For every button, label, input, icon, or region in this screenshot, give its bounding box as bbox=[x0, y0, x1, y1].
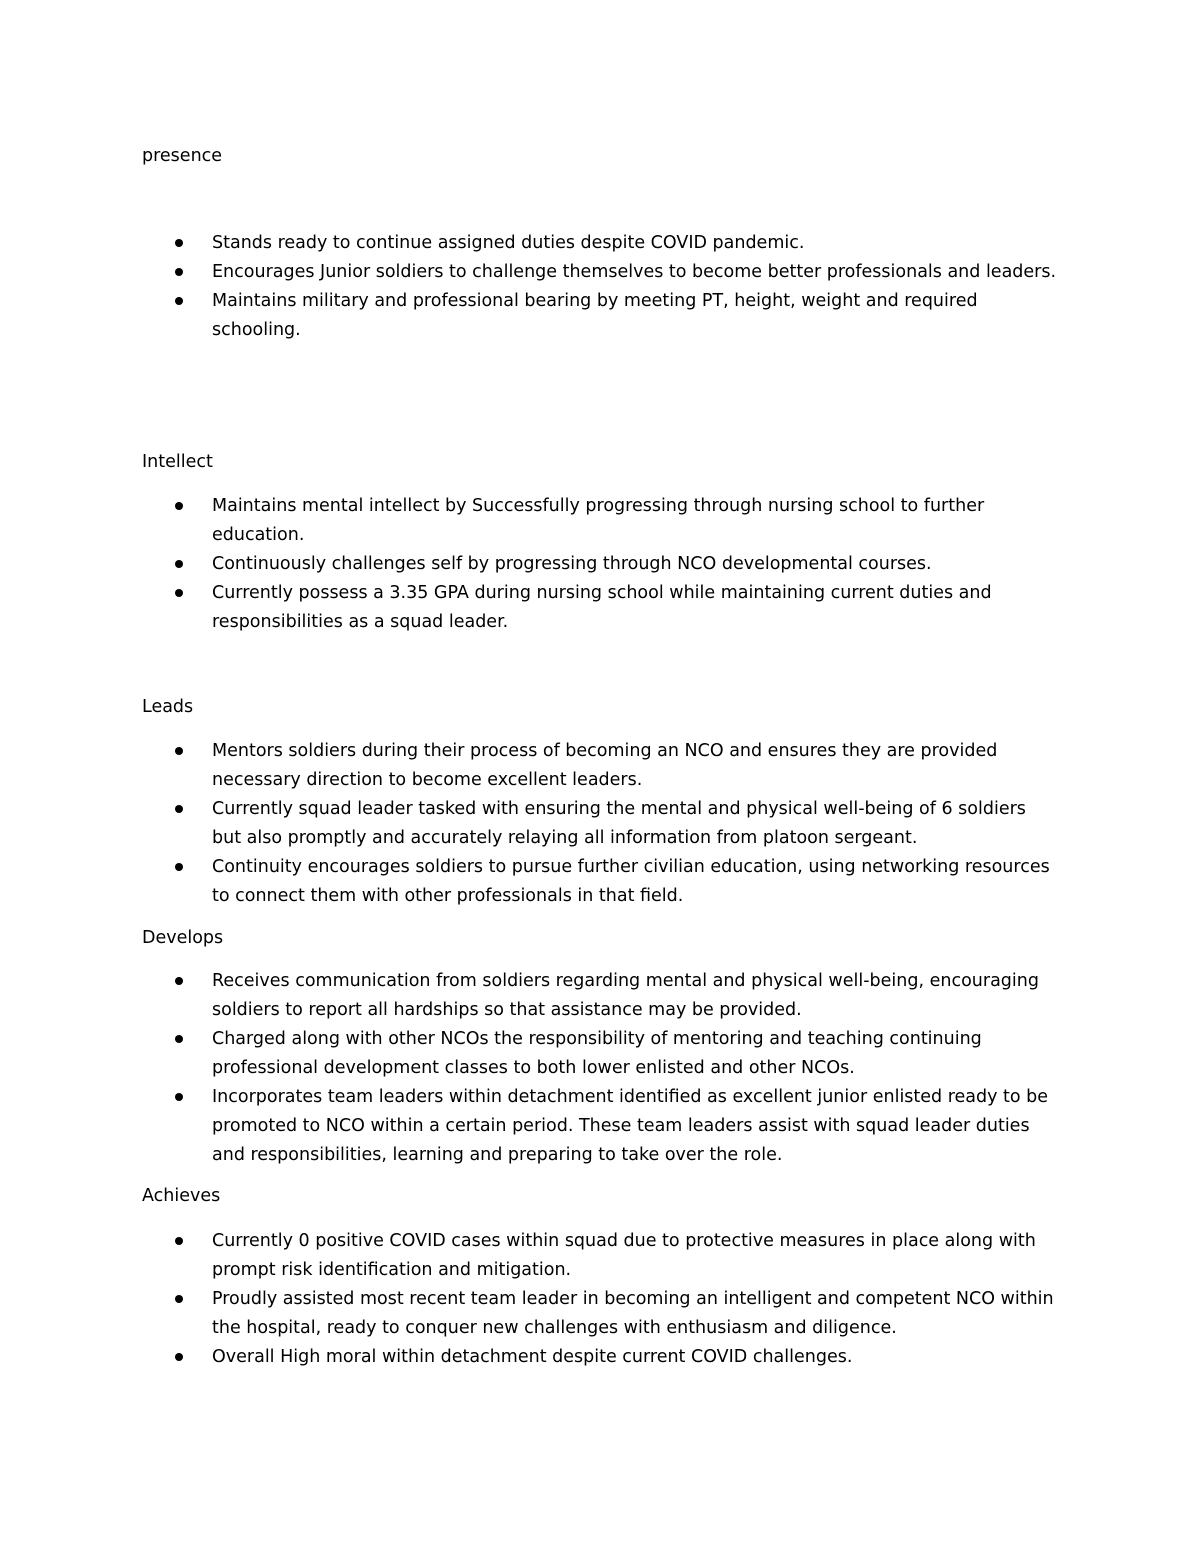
list-item-text: Continuously challenges self by progressing through NCO developmental courses. bbox=[212, 554, 932, 574]
bullet-icon bbox=[175, 1093, 183, 1101]
section-heading-leads: Leads bbox=[142, 697, 194, 717]
list-item bbox=[142, 967, 1057, 1025]
bullet-icon bbox=[175, 1353, 183, 1361]
bullet-icon bbox=[175, 1295, 183, 1303]
bullet-icon bbox=[175, 589, 183, 597]
list-item bbox=[142, 579, 1057, 637]
list-item bbox=[142, 853, 1057, 911]
list-item-text: Overall High moral within detachment despite current COVID challenges. bbox=[212, 1347, 853, 1367]
section-heading-presence: presence bbox=[142, 146, 223, 166]
list-item bbox=[142, 795, 1057, 853]
list-item bbox=[142, 287, 1057, 345]
bullet-icon bbox=[175, 1237, 183, 1245]
list-item bbox=[142, 492, 1057, 550]
bullet-list-develops bbox=[142, 967, 1057, 1170]
section-heading-intellect: Intellect bbox=[142, 452, 213, 472]
bullet-icon bbox=[175, 863, 183, 871]
list-item-text: Mentors soldiers during their process of becoming an NCO and ensures they are provided necessary direction to become excellent leaders. bbox=[212, 741, 998, 790]
list-item-text: Continuity encourages soldiers to pursue further civilian education, using networking resources to connect them with other professionals in that field. bbox=[212, 857, 1050, 906]
list-item-text: Incorporates team leaders within detachment identified as excellent junior enlisted ready to be promoted to NCO within a certain period. These team leaders assist with squad leader duties and responsibilities, learning and preparing to take over the role. bbox=[212, 1087, 1049, 1165]
list-item-text: Currently 0 positive COVID cases within squad due to protective measures in place along with prompt risk identification and mitigation. bbox=[212, 1231, 1036, 1280]
bullet-icon bbox=[175, 805, 183, 813]
bullet-icon bbox=[175, 268, 183, 276]
list-item-text: Stands ready to continue assigned duties despite COVID pandemic. bbox=[212, 233, 805, 253]
section-heading-develops: Develops bbox=[142, 928, 224, 948]
list-item-text: Encourages Junior soldiers to challenge themselves to become better professionals and leaders. bbox=[212, 262, 1057, 282]
list-item-text: Charged along with other NCOs the responsibility of mentoring and teaching continuing professional development classes to both lower enlisted and other NCOs. bbox=[212, 1029, 982, 1078]
list-item bbox=[142, 1025, 1057, 1083]
list-item-text: Maintains military and professional bearing by meeting PT, height, weight and required schooling. bbox=[212, 291, 978, 340]
bullet-list-achieves bbox=[142, 1227, 1057, 1372]
bullet-icon bbox=[175, 239, 183, 247]
bullet-icon bbox=[175, 977, 183, 985]
list-item bbox=[142, 550, 1057, 579]
bullet-icon bbox=[175, 502, 183, 510]
list-item-text: Maintains mental intellect by Successfully progressing through nursing school to further education. bbox=[212, 496, 985, 545]
bullet-icon bbox=[175, 297, 183, 305]
bullet-icon bbox=[175, 747, 183, 755]
list-item bbox=[142, 229, 1057, 258]
bullet-list-leads bbox=[142, 737, 1057, 911]
list-item-text: Receives communication from soldiers regarding mental and physical well-being, encouraging soldiers to report all hardships so that assistance may be provided. bbox=[212, 971, 1039, 1020]
section-heading-achieves: Achieves bbox=[142, 1186, 221, 1206]
list-item bbox=[142, 1343, 1057, 1372]
bullet-icon bbox=[175, 1035, 183, 1043]
list-item-text: Currently possess a 3.35 GPA during nursing school while maintaining current duties and responsibilities as a squad leader. bbox=[212, 583, 992, 632]
list-item bbox=[142, 737, 1057, 795]
list-item-text: Currently squad leader tasked with ensuring the mental and physical well-being of 6 soldiers but also promptly and accurately relaying all information from platoon sergeant. bbox=[212, 799, 1026, 848]
bullet-list-presence bbox=[142, 229, 1057, 345]
list-item bbox=[142, 1227, 1057, 1285]
list-item-text: Proudly assisted most recent team leader in becoming an intelligent and competent NCO within the hospital, ready to conquer new challenges with enthusiasm and diligence. bbox=[212, 1289, 1054, 1338]
list-item bbox=[142, 1285, 1057, 1343]
bullet-list-intellect bbox=[142, 492, 1057, 637]
list-item bbox=[142, 1083, 1057, 1170]
list-item bbox=[142, 258, 1057, 287]
bullet-icon bbox=[175, 560, 183, 568]
